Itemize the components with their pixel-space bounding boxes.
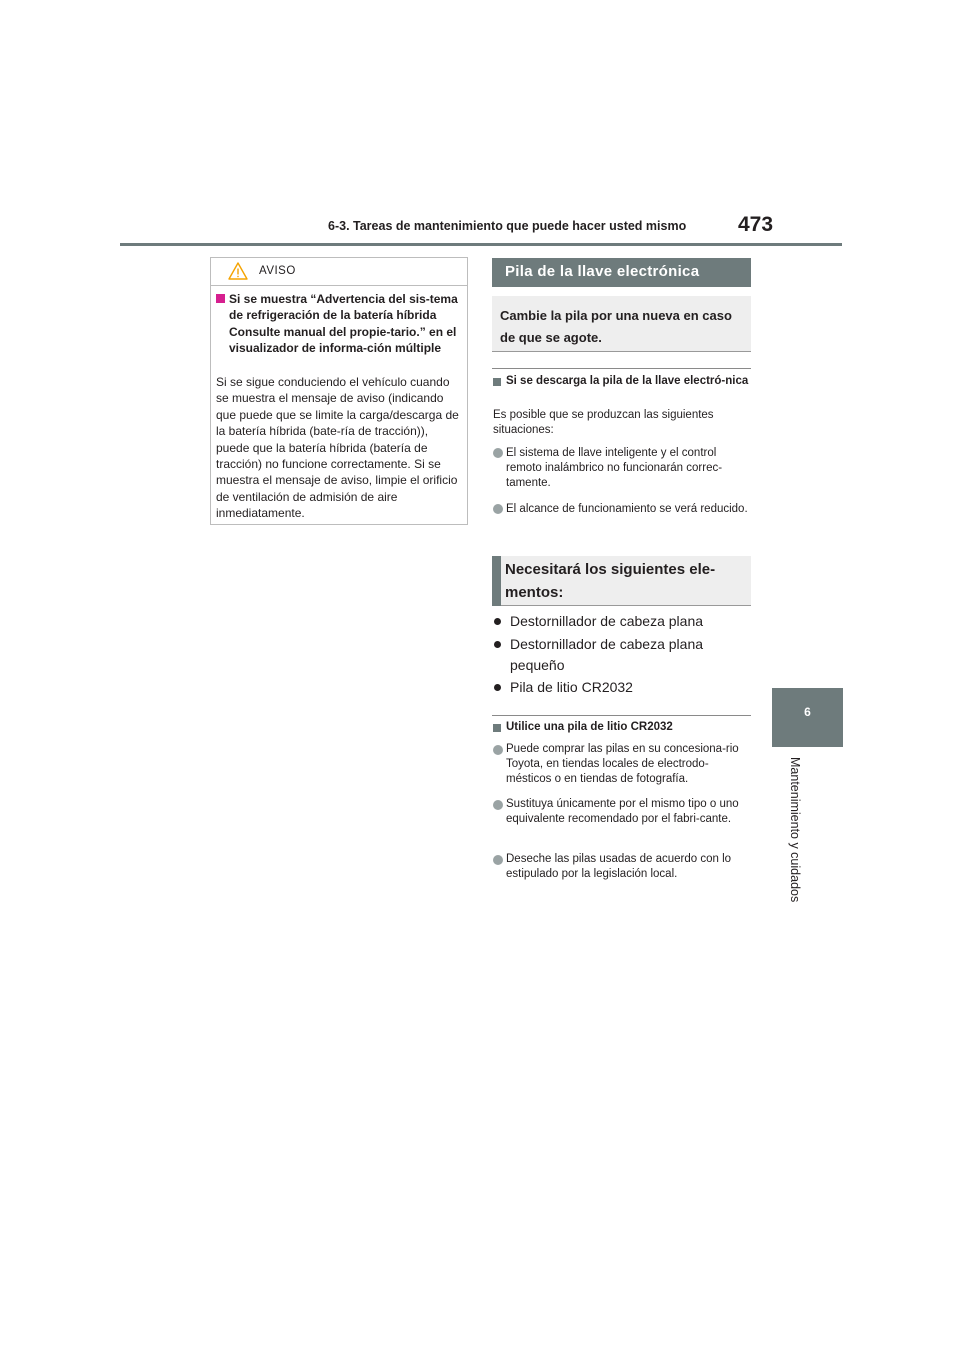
bullet-icon	[494, 618, 501, 625]
bullet-icon	[493, 448, 503, 458]
subheading-marker	[493, 724, 501, 732]
warning-title: AVISO	[259, 265, 296, 277]
situation-item: El sistema de llave inteligente y el control remoto inalámbrico no funcionarán correc-tamente.	[506, 447, 723, 490]
intro-text: Cambie la pila por una nueva en caso de que se agote.	[500, 308, 732, 345]
warning-body: Si se sigue conduciendo el vehículo cuando se muestra el mensaje de aviso (indicando que puede que se limite la carga/descarga de la batería híbrida (bate-ría de tracción)), puede que la batería híbrida (batería de tracción) no funcione correctamente. Si se muestra el mensaje de aviso, limpie el orificio de ventilación de admisión de aire inmediatamente.	[216, 375, 459, 521]
warning-heading-marker	[216, 294, 225, 303]
bullet-icon	[493, 855, 503, 865]
warning-heading: Si se muestra “Advertencia del sis-tema de refrigeración de la batería híbrida Consulte manual del propie-tario.” en el visualizador de informa-ción múltiple	[229, 292, 458, 356]
divider	[492, 368, 751, 369]
section-title-items: Necesitará los siguientes ele-mentos:	[505, 561, 716, 601]
bullet-icon	[494, 684, 501, 691]
chapter-label	[776, 757, 816, 917]
bullet-icon	[494, 641, 501, 648]
discharged-heading: Si se descarga la pila de la llave electró-nica	[506, 375, 749, 387]
bullet-icon	[493, 745, 503, 755]
discharged-text: Es posible que se produzcan las siguientes situaciones:	[493, 409, 714, 437]
lithium-heading: Utilice una pila de litio CR2032	[506, 721, 673, 733]
chapter-tab: 6	[772, 688, 843, 747]
situation-item: El alcance de funcionamiento se verá reducido.	[506, 503, 748, 515]
bullet-icon	[493, 504, 503, 514]
lithium-bullet: Sustituya únicamente por el mismo tipo o uno equivalente recomendado por el fabri-cante.	[506, 798, 739, 826]
warning-triangle-icon	[228, 262, 248, 280]
warning-header	[211, 258, 467, 286]
page-number: 473	[738, 213, 774, 236]
subheading-marker	[493, 378, 501, 386]
lithium-bullet: Puede comprar las pilas en su concesiona-rio Toyota, en tiendas locales de electrodo-mésticos o en tiendas de fotografía.	[506, 743, 739, 786]
section-title-battery: Pila de la llave electrónica	[492, 258, 751, 287]
running-header: 6-3. Tareas de mantenimiento que puede hacer usted mismo	[328, 219, 687, 233]
chapter-label-text: Mantenimiento y cuidados	[788, 757, 802, 903]
items-header-accent	[492, 556, 501, 606]
bullet-icon	[493, 800, 503, 810]
item-entry: Pila de litio CR2032	[510, 679, 633, 695]
item-entry: Destornillador de cabeza plana pequeño	[510, 636, 704, 673]
divider	[492, 715, 751, 716]
item-entry: Destornillador de cabeza plana	[510, 613, 704, 629]
header-rule	[120, 243, 842, 246]
lithium-bullet: Deseche las pilas usadas de acuerdo con lo estipulado por la legislación local.	[506, 853, 732, 881]
